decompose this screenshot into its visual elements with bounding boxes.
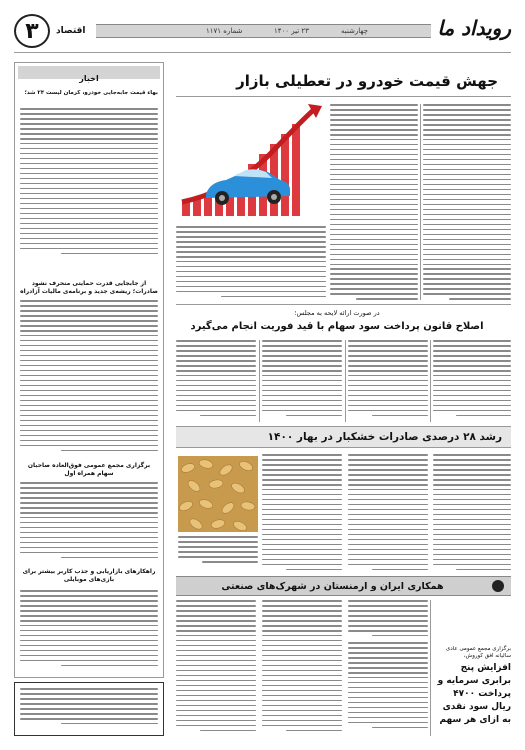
news-item3-title: برگزاری مجمع عمومی فوق‌العاده صاحبان سهام همراه اول [27,462,151,477]
article3-body-col1 [433,454,511,572]
column-rule-2 [345,340,346,422]
article3-body-col3 [262,454,342,572]
news-item4-title: راهکارهای بازاریابی و جذب کاربر بیشتر برای بازی‌های موبایلی [22,568,156,583]
article2-rule [176,304,511,305]
lead-body-col1 [423,104,511,300]
issue-day: چهارشنبه [341,27,368,35]
issue-number: شماره ۱۱۷۱ [206,27,243,35]
article5-title: افزایش پنج برابری سرمایه و پرداخت ۴۷۰۰ ریال سود نقدی به ازای هر سهم [437,663,511,725]
article2-body-col1 [433,340,511,422]
column-rule-3 [259,340,260,422]
article4-bullet [492,580,504,592]
section-name: اقتصاد [56,26,86,36]
article2-kicker: در صورت ارائه لایحه به مجلس؛ [294,309,380,317]
notice-body [20,688,158,732]
page-number-badge [14,14,50,48]
article3-body-col2 [348,454,428,572]
article3-title: رشد ۲۸ درصدی صادرات خشکبار در بهار ۱۴۰۰ [267,431,502,443]
lead-title-rule [176,96,511,97]
news-item2-title: از جابجایی قدرت حمایتی منحرف نشود صادرات؛ ریشه‌ی جدید و برنامه‌ی مالیات آزادراه [20,280,158,295]
page-number: ۳ [25,18,39,44]
article2-body-col2 [348,340,428,422]
news-item4-body [20,590,158,672]
article2-body-col4 [176,340,256,422]
article5-kicker: برگزاری مجمع عمومی عادی سالیانه افق کوروش، [445,646,511,659]
lead-body-col2 [330,104,418,300]
issue-date: ۲۳ تیر ۱۴۰۰ [274,27,309,35]
news-item3-body [20,482,158,560]
news-item1-body [20,108,158,260]
news-item2-body [20,300,158,458]
article4-body-col1 [348,600,428,640]
masthead [14,14,511,48]
column-rule-1 [430,340,431,422]
lead-illustration [176,102,326,222]
article4-body-col3 [176,600,256,736]
lead-body-col3 [176,226,326,300]
article4-title: همکاری ایران و ارمنستان در شهرک‌های صنعتی [221,581,444,592]
article2-title: اصلاح قانون پرداخت سود سهام با قید فوریت انجام می‌گیرد [190,321,484,332]
article2-body-col3 [262,340,342,422]
logo: رویداد ما [437,16,511,40]
article5-body [348,642,428,736]
masthead-rule [14,52,511,53]
lead-title: جهش قیمت خودرو در تعطیلی بازار [236,72,498,90]
news-item1-title: بهاء قیمت جابه‌جایی خودرو، کرمان لیست ۲۴ شد؛ [24,90,158,96]
masthead-band [96,24,431,38]
dried-fruit-photo [178,456,258,532]
rising-price-graphic [176,102,326,222]
article4-body-col2 [262,600,342,736]
news-header [18,66,160,83]
nuts-photo-graphic [178,456,258,532]
article3-caption [178,536,258,572]
column-rule-5 [430,600,431,736]
news-header-label: اخبار [79,74,99,83]
column-rule-4 [420,104,421,300]
